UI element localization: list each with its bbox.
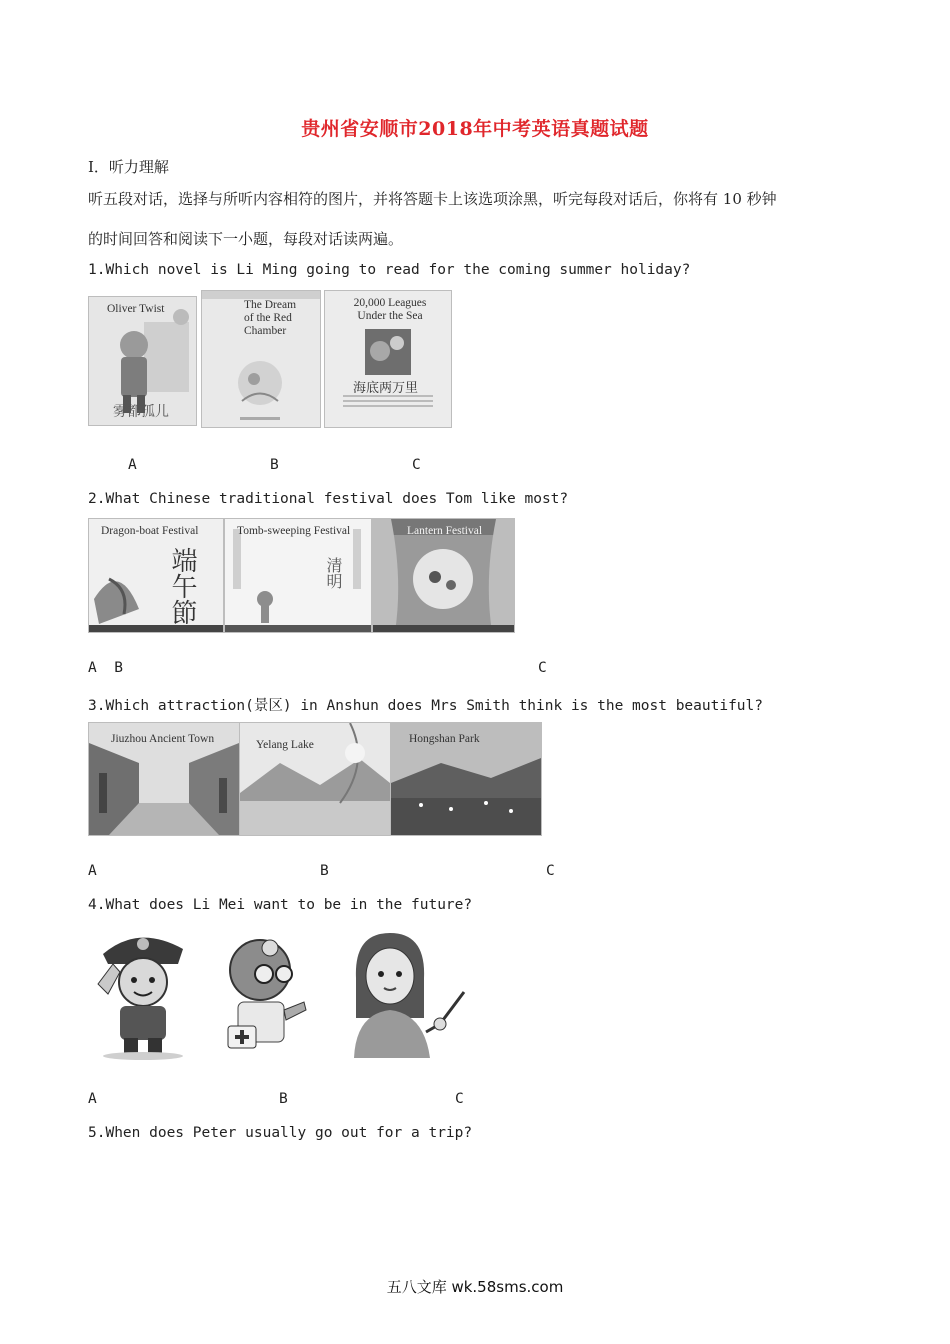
festival-dragon-boat xyxy=(88,518,224,633)
question-1: 1.Which novel is Li Ming going to read for the coming summer holiday? xyxy=(88,262,691,278)
option-c: C xyxy=(412,457,421,473)
question-4: 4.What does Li Mei want to be in the future? xyxy=(88,897,473,913)
festival-caption: Dragon-boat Festival xyxy=(101,525,199,537)
book-cover-oliver-twist xyxy=(88,296,197,426)
book-title: 20,000 Leagues Under the Sea xyxy=(353,297,427,322)
festival-lantern xyxy=(372,518,515,633)
question-2: 2.What Chinese traditional festival does Tom like most? xyxy=(88,491,569,507)
festival-calligraphy: 清明 xyxy=(324,557,341,589)
book-title: The Dream of the Red Chamber xyxy=(244,299,297,337)
instructions-line-2: 的时间回答和阅读下一小题，每段对话读两遍。 xyxy=(88,230,404,248)
book-cover-red-chamber xyxy=(201,290,321,428)
attraction-caption: Yelang Lake xyxy=(256,739,314,751)
attraction-caption: Hongshan Park xyxy=(409,733,480,745)
festival-caption: Tomb-sweeping Festival xyxy=(237,525,351,537)
option-c: C xyxy=(455,1091,464,1107)
attraction-caption: Jiuzhou Ancient Town xyxy=(111,733,215,745)
option-c: C xyxy=(538,660,547,676)
option-a: A xyxy=(128,457,137,473)
option-a: A xyxy=(88,863,97,879)
option-c: C xyxy=(546,863,555,879)
option-a-b: A B xyxy=(88,660,123,676)
photo-yelang-lake xyxy=(239,722,391,836)
footer-watermark: 五八文库 wk.58sms.com xyxy=(386,1278,564,1296)
instructions-line-1: 听五段对话，选择与所听内容相符的图片，并将答题卡上该选项涂黑，听完每段对话后，你将有 10 秒钟 xyxy=(88,190,777,208)
festival-calligraphy: 端午節 xyxy=(168,547,197,625)
book-subtitle: 雾都孤儿 xyxy=(113,405,169,420)
policeman-icon xyxy=(88,924,193,1060)
question-3: 3.Which attraction(景区) in Anshun does Mrs Smith think is the most beautiful? xyxy=(88,698,764,714)
book-title: Oliver Twist xyxy=(107,303,165,315)
page-title: 贵州省安顺市2018年中考英语真题试题 xyxy=(301,118,649,140)
option-b: B xyxy=(279,1091,288,1107)
photo-hongshan-park xyxy=(390,722,542,836)
question-5: 5.When does Peter usually go out for a trip? xyxy=(88,1125,473,1141)
festival-caption: Lantern Festival xyxy=(407,525,483,537)
section-heading: Ⅰ．听力理解 xyxy=(88,158,169,176)
book-subtitle: 海底两万里 xyxy=(353,380,419,395)
festival-tomb-sweeping xyxy=(224,518,372,633)
teacher-icon xyxy=(334,928,470,1058)
option-b: B xyxy=(320,863,329,879)
option-b: B xyxy=(270,457,279,473)
photo-jiuzhou-town xyxy=(88,722,240,836)
doctor-icon xyxy=(212,930,312,1054)
book-cover-20000-leagues xyxy=(324,290,452,428)
option-a: A xyxy=(88,1091,97,1107)
